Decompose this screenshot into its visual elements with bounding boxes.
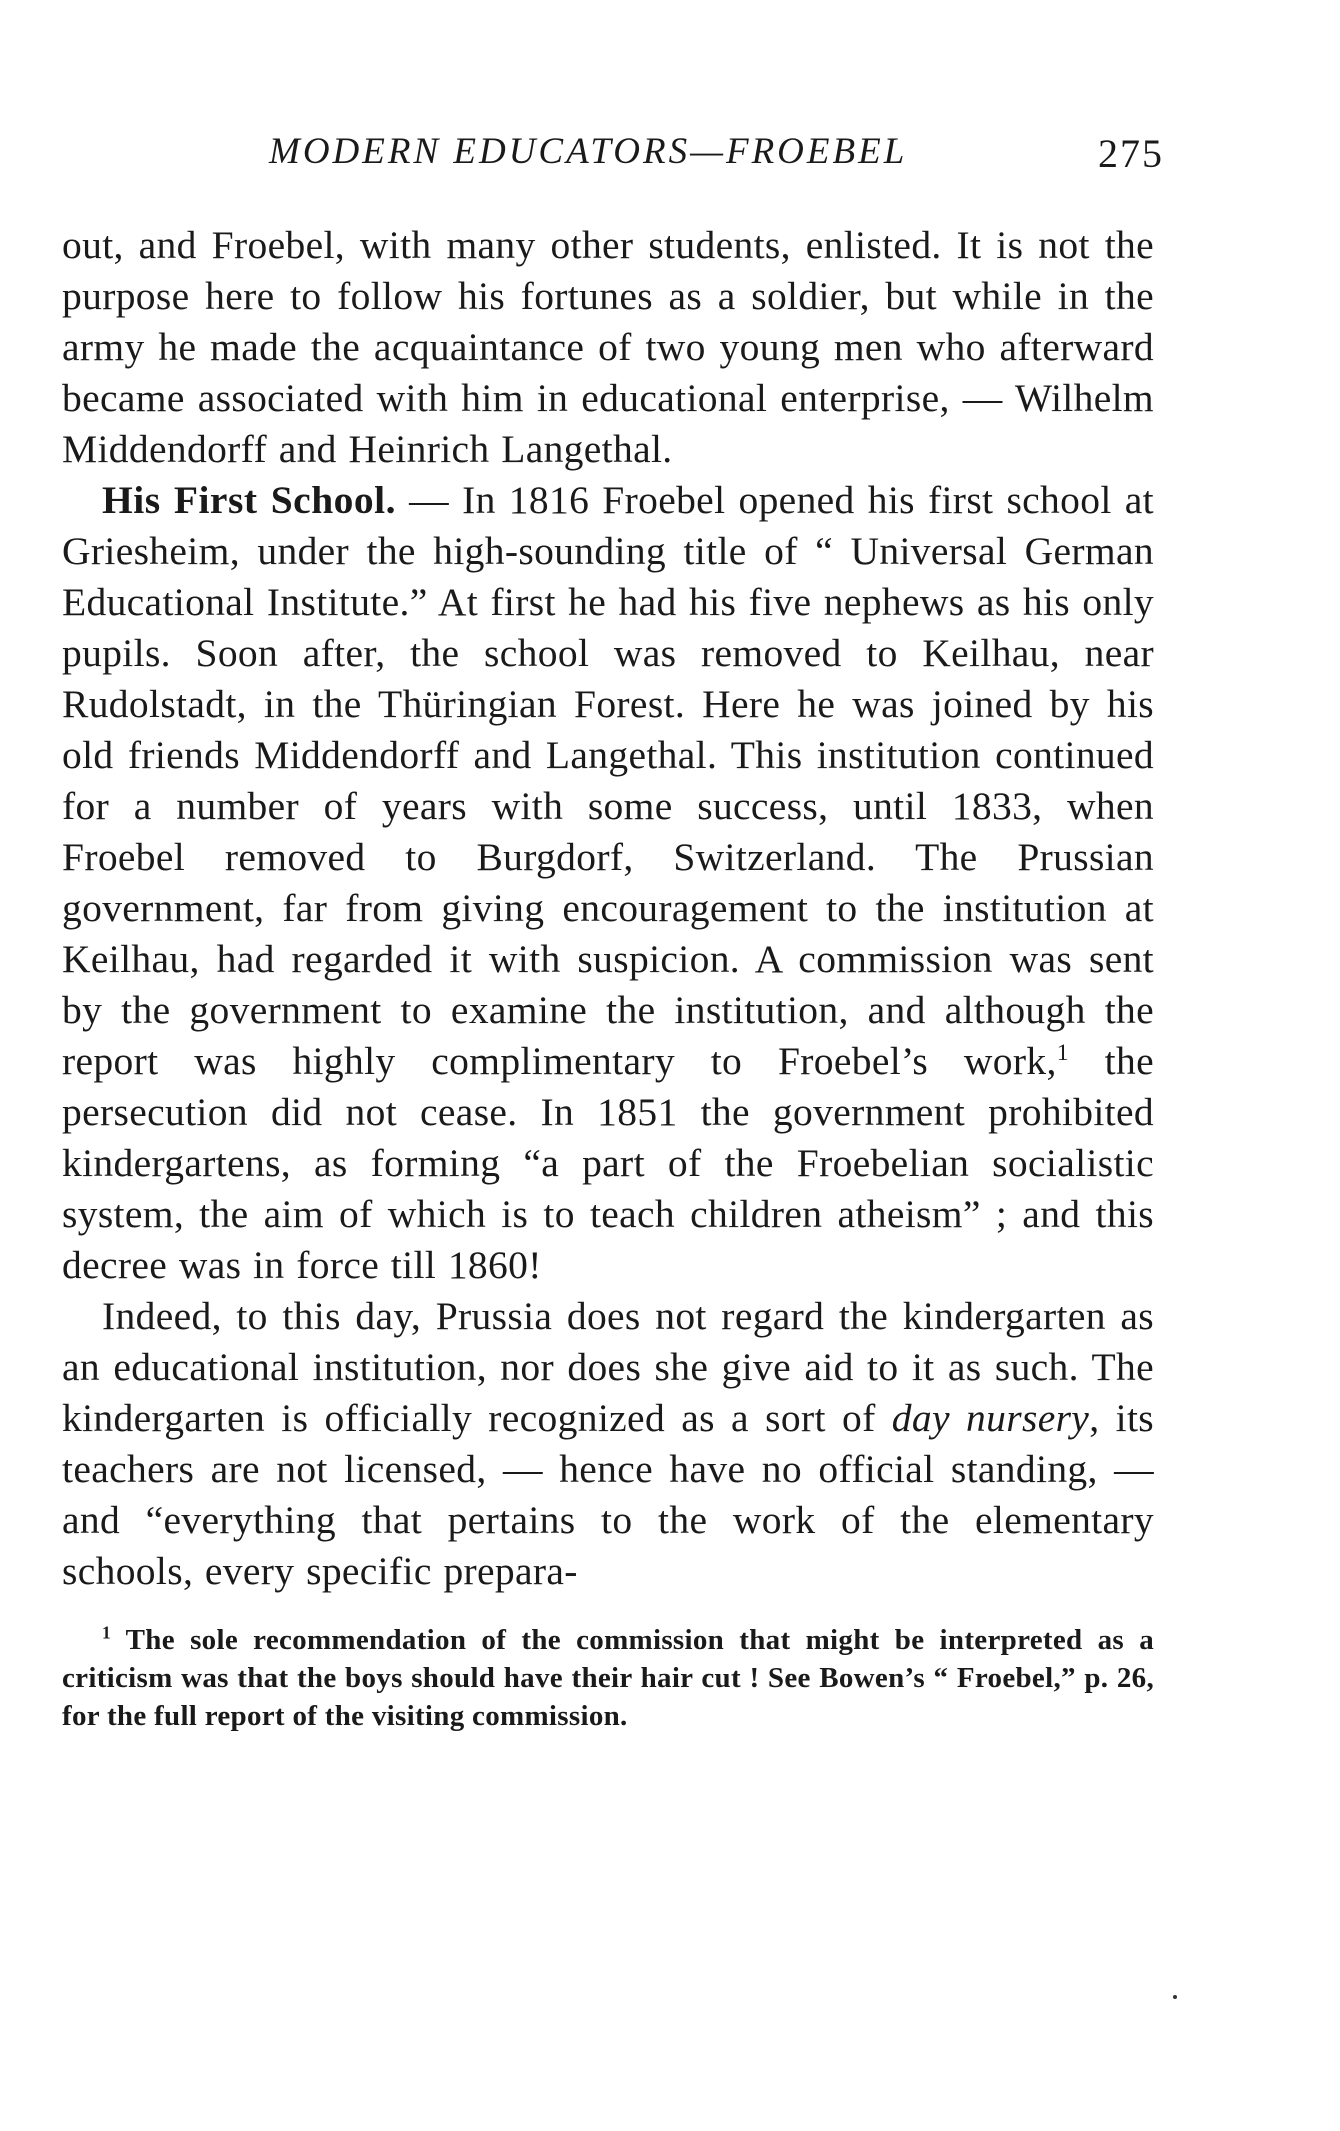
page-header (62, 120, 1164, 180)
paragraph-3-text-a: Indeed, to this day, Prussia does not regard the kindergarten as an educational institution, nor does she give aid to it as such. The kindergarten is officially recognized as a sort of (62, 1294, 1154, 1440)
footnote-text: The sole recommendation of the commission that might be interpreted as a criticism was that the boys should have their hair cut ! See Bowen’s “ Froebel,” p. 26, for the full report of the visiting commission. (62, 1624, 1154, 1732)
footnote-reference: 1 (1056, 1039, 1069, 1066)
scan-speck (1173, 1995, 1177, 1999)
footnote-1 (62, 1621, 1154, 1735)
paragraph-3-italic: day nursery (891, 1396, 1090, 1440)
paragraph-1 (62, 220, 1154, 475)
footnote (62, 1621, 1154, 1735)
paragraph-3-text-b: , its teachers are not licensed, — hence have no official standing, — and “everything that pertains to the work of the elementary schools, every specific prepara- (62, 1396, 1154, 1593)
book-page (62, 120, 1164, 1735)
running-title: MODERN EDUCATORS—FROEBEL (269, 131, 908, 172)
paragraph-2 (62, 475, 1154, 1291)
paragraph-2-text-b: the persecution did not cease. In 1851 the government prohibited kindergartens, as forming “a part of the Froebelian socialistic system, the aim of which is to teach children atheism” ; and this decree was in force till 1860! (62, 1039, 1154, 1287)
paragraph-3 (62, 1291, 1154, 1597)
section-heading-first-school: His First School. (102, 478, 397, 522)
footnote-marker: 1 (102, 1622, 111, 1643)
paragraph-2-text-a: — In 1816 Froebel opened his first school at Griesheim, under the high-sounding title of “ Universal German Educational Institute.” At first he had his five nephews as his only pupils. Soon after, the school was removed to Keilhau, near Rudolstadt, in the Thüringian Forest. Here he was joined by his old friends Middendorff and Langethal. This institution continued for a number of years with some success, until 1833, when Froebel removed to Burgdorf, Switzerland. The Prussian government, far from giving encouragement to the institution at Keilhau, had regarded it with suspicion. A commission was sent by the government to examine the institution, and although the report was highly complimentary to Froebel’s work, (62, 478, 1154, 1083)
page-number: 275 (1098, 131, 1164, 176)
main-text (62, 220, 1154, 1597)
paragraph-1-text: out, and Froebel, with many other students, enlisted. It is not the purpose here to follow his fortunes as a soldier, but while in the army he made the acquaintance of two young men who afterward became associated with him in educational enterprise, — Wilhelm Middendorff and Heinrich Langethal. (62, 223, 1154, 471)
